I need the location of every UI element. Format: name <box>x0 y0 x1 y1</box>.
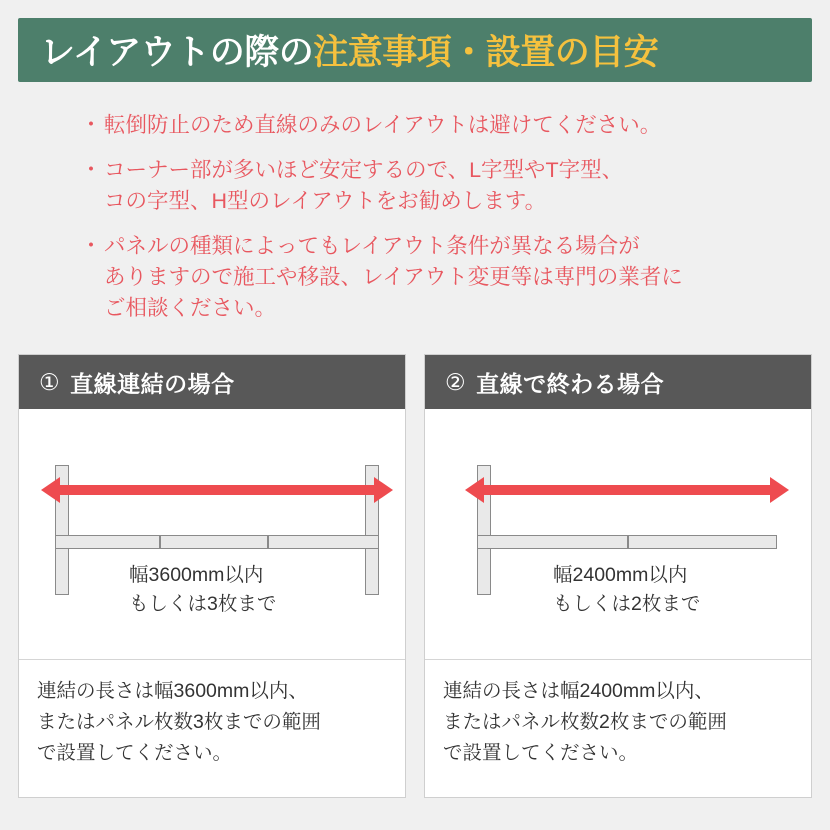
note-line: ご相談ください。 <box>104 296 277 320</box>
panel-description-2 <box>425 659 811 797</box>
panel-divider <box>159 536 161 548</box>
panel-number: ① <box>39 368 61 395</box>
arrow-shaft <box>57 485 377 495</box>
panel-title: 直線で終わる場合 <box>476 370 665 397</box>
page-title-accent: 注意事項・設置の目安 <box>313 33 659 72</box>
arrow-shaft <box>481 485 773 495</box>
page-title-primary: レイアウトの際の <box>40 33 314 72</box>
list-item <box>80 155 812 217</box>
list-item <box>80 110 812 141</box>
bullet-icon: ・ <box>80 233 103 258</box>
arrow-head-right-icon <box>374 477 393 503</box>
panel-straight-end <box>424 354 812 798</box>
note-line: コの字型、H型のレイアウトをお勧めします。 <box>104 189 547 213</box>
caption-line: 幅3600mm以内 <box>129 564 264 586</box>
description-line: またはパネル枚数2枚までの範囲 <box>443 711 727 733</box>
panel-diagram-1 <box>19 409 405 659</box>
width-arrow <box>41 477 393 503</box>
description-line: 連結の長さは幅2400mm以内、 <box>443 680 714 702</box>
panel-divider <box>627 536 629 548</box>
panel-number: ② <box>445 368 467 395</box>
caption-line: もしくは3枚まで <box>129 593 277 615</box>
panel-title: 直線連結の場合 <box>70 370 235 397</box>
caption-line: 幅2400mm以内 <box>553 564 688 586</box>
panels-container <box>18 354 812 798</box>
bullet-icon: ・ <box>80 157 103 182</box>
panel-header <box>425 355 811 409</box>
notes-list <box>18 102 812 344</box>
panel-diagram-2 <box>425 409 811 659</box>
bullet-icon: ・ <box>80 112 103 137</box>
panel-straight-connection <box>18 354 406 798</box>
figure-caption-2 <box>553 561 700 619</box>
note-text <box>104 110 661 141</box>
note-line: 転倒防止のため直線のみのレイアウトは避けてください。 <box>104 113 662 137</box>
panel-description-1 <box>19 659 405 797</box>
panel-header <box>19 355 405 409</box>
panel-divider <box>267 536 269 548</box>
note-line: ありますので施工や移設、レイアウト変更等は専門の業者に <box>104 265 683 289</box>
page-title <box>40 25 658 75</box>
note-line: コーナー部が多いほど安定するので、L字型やT字型、 <box>104 158 624 182</box>
page-header <box>18 18 812 82</box>
panel-bar <box>55 535 379 549</box>
description-line: で設置してください。 <box>443 742 639 764</box>
arrow-head-right-icon <box>770 477 789 503</box>
description-line: で設置してください。 <box>37 742 233 764</box>
width-arrow <box>465 477 789 503</box>
caption-line: もしくは2枚まで <box>553 593 701 615</box>
description-line: またはパネル枚数3枚までの範囲 <box>37 711 321 733</box>
list-item <box>80 231 812 324</box>
note-line: パネルの種類によってもレイアウト条件が異なる場合が <box>104 234 640 258</box>
note-text <box>104 231 683 324</box>
figure-caption-1 <box>129 561 276 619</box>
description-line: 連結の長さは幅3600mm以内、 <box>37 680 308 702</box>
note-text <box>104 155 623 217</box>
